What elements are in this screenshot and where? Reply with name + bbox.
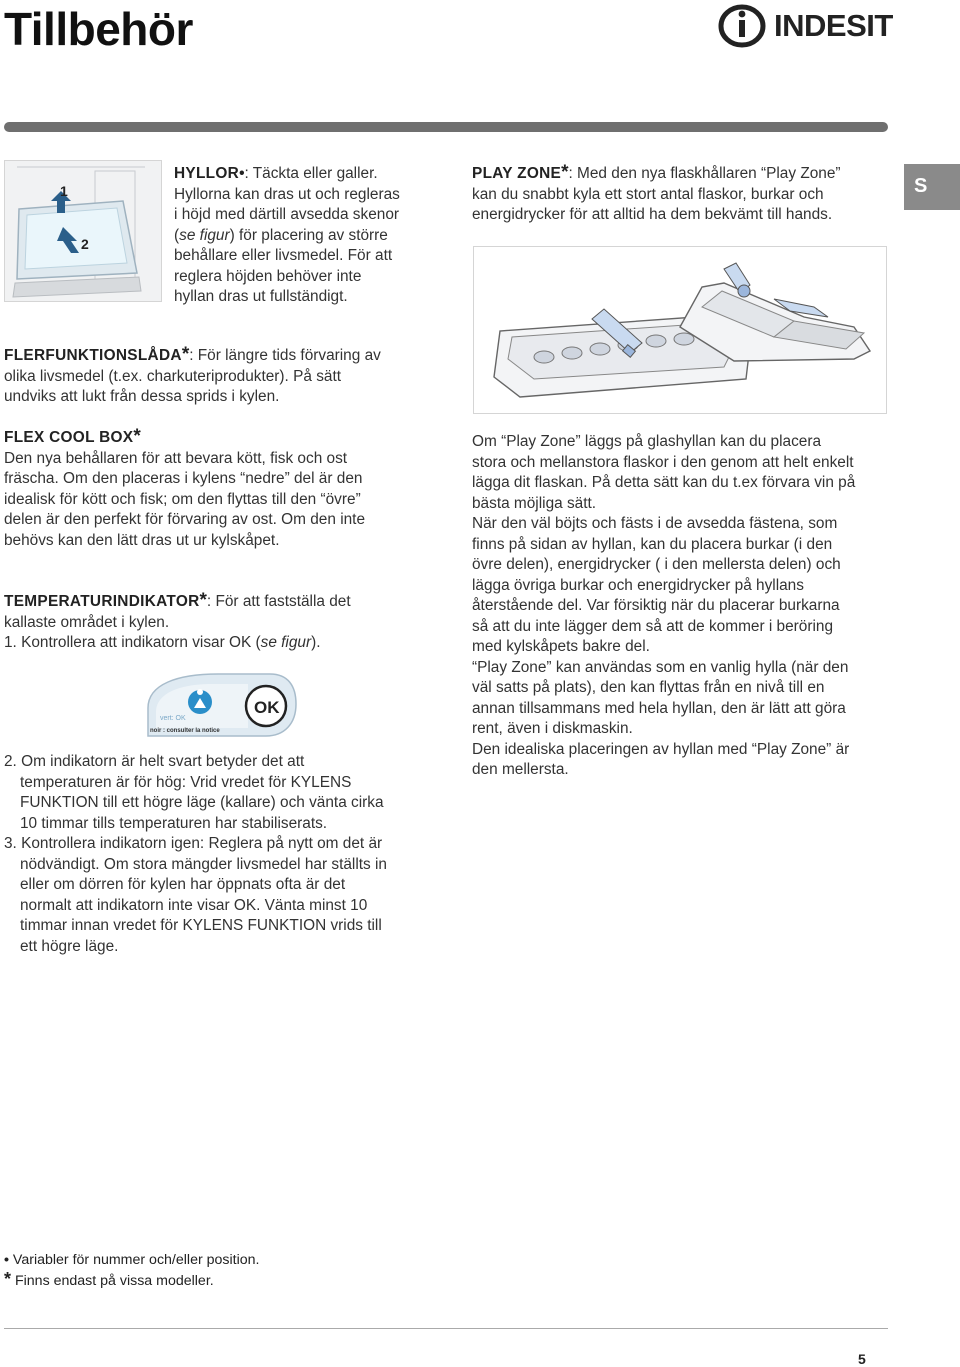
play-zone-detail-line: återstående del. Var försiktig när du placerar burkarna (472, 597, 840, 614)
hyllor-text: reglera höjden behöver inte (174, 267, 362, 285)
play-zone-detail-line: finns på sidan av hyllan, kan du placera burkar (i den (472, 535, 833, 553)
temperature-indicator-illustration (138, 668, 300, 744)
shelf-figure (4, 160, 162, 302)
step3-text: timmar innan vredet för KYLENS FUNKTION vrids till (20, 917, 382, 934)
hyllor-text: ) för placering av större (229, 226, 388, 244)
flerfunktion-text: : För längre tids förvaring av (189, 347, 381, 364)
temperatur-step2 (4, 752, 434, 834)
temperature-indicator-figure (138, 668, 300, 744)
play-zone-detail-line: bästa möjliga sätt. (472, 494, 597, 512)
footnote-bullet-text: Variabler för nummer och/eller position. (12, 1252, 260, 1268)
flex-cool-heading: FLEX COOL BOX (4, 429, 134, 446)
hyllor-heading: HYLLOR (174, 165, 240, 182)
temperatur-star: * (199, 590, 207, 611)
flerfunktion-text: olika livsmedel (t.ex. charkuteriprodukter). På sätt (4, 367, 342, 385)
temperatur-section (4, 592, 434, 654)
play-zone-details (472, 432, 892, 781)
play-zone-text: : Med den nya flaskhållaren “Play Zone” (568, 165, 841, 182)
step2-text: 10 timmar tills temperaturen har stabiliserats. (20, 814, 328, 832)
footnotes (4, 1251, 504, 1291)
play-zone-text: energidrycker för att alltid ha dem bekvämt till hands. (472, 206, 833, 223)
play-zone-heading: PLAY ZONE (472, 165, 562, 182)
step2-text: FUNKTION till ett högre läge (kallare) och vänta cirka (20, 794, 384, 811)
play-zone-detail-line: rent, även i diskmaskin. (472, 720, 633, 737)
play-zone-section (472, 164, 892, 226)
indicator-ok-label: OK (254, 698, 280, 717)
hyllor-section (174, 164, 444, 308)
play-zone-figure (473, 246, 887, 414)
play-zone-detail-line: så att du inte lägger dem så att de kommer i beröring (472, 617, 834, 635)
flerfunktion-text: undviks att lukt från dessa sprids i kylen. (4, 388, 280, 405)
step3-text: nödvändigt. Om stora mängder livsmedel har ställts in (20, 855, 387, 873)
footnote-star-marker: * (4, 1269, 12, 1289)
page-number: 5 (858, 1351, 866, 1367)
temperatur-heading: TEMPERATURINDIKATOR (4, 593, 200, 610)
header-rule (4, 122, 888, 132)
play-zone-detail-line: väl satts på plats), den kan flyttas från en nivå till en (472, 679, 825, 696)
hyllor-text: ( (174, 226, 180, 244)
temperatur-figure-ref: se figur (260, 634, 312, 651)
step3-text: normalt att indikatorn inte visar OK. Vänta minst 10 (20, 896, 368, 914)
flex-cool-text: delen är den perfekt för förvaring av ost. Om den inte (4, 511, 366, 528)
play-zone-detail-line: Om “Play Zone” läggs på glashyllan kan du placera (472, 433, 822, 450)
play-zone-detail-line: När den väl böjts och fästs i de avsedda fästena, som (472, 515, 838, 532)
language-badge: S (904, 164, 960, 210)
temperatur-step3 (4, 834, 434, 957)
flex-cool-text: behövs kan den lätt dras ut ur kylskåpet. (4, 531, 280, 549)
footnote-bullet-marker: • (4, 1252, 9, 1268)
flex-cool-section (4, 428, 434, 551)
hyllor-figure-ref: se figur (179, 226, 230, 244)
hyllor-text: Hyllorna kan dras ut och regleras (174, 185, 400, 203)
play-zone-detail-line: med kylskåpets bakre del. (472, 638, 650, 655)
play-zone-star: * (561, 162, 569, 183)
play-zone-illustration (474, 247, 886, 413)
temperatur-text: : För att fastställa det (206, 593, 351, 610)
step3-text: 3. Kontrollera indikatorn igen: Reglera på nytt om det är (4, 835, 383, 852)
hyllor-text: behållare eller livsmedel. För att (174, 247, 393, 264)
footnote-star-text: Finns endast på vissa modeller. (14, 1273, 214, 1289)
play-zone-detail-line: den mellersta. (472, 761, 569, 778)
temperatur-text: kallaste området i kylen. (4, 613, 170, 631)
hyllor-marker: • (239, 165, 245, 182)
play-zone-detail-line: Den idealiska placeringen av hyllan med “Play Zone” är (472, 740, 850, 758)
flex-cool-text: fräscha. Om den placeras i kylens “nedre” del är den (4, 470, 363, 487)
step2-text: 2. Om indikatorn är helt svart betyder det att (4, 753, 305, 770)
hyllor-text: : Täckta eller galler. (244, 165, 378, 182)
play-zone-detail-line: lägga övriga burkar och energidrycker på hyllans (472, 576, 804, 594)
step3-text: ett högre läge. (20, 937, 119, 955)
play-zone-detail-line: lägga dit flaskan. På detta sätt kan du t.ex förvara vin på (472, 474, 856, 491)
play-zone-text: kan du snabbt kyla ett stort antal flaskor, burkar och (472, 185, 824, 203)
flex-cool-star: * (133, 426, 141, 447)
play-zone-detail-line: övre delen), energidrycker ( i den mellersta delen) och (472, 556, 841, 573)
temperatur-text: ). (311, 634, 321, 651)
step3-text: eller om dörren för kylen har öppnats ofta är det (20, 876, 346, 893)
flerfunktion-heading: FLERFUNKTIONSLÅDA (4, 347, 182, 364)
figure-label-2: 2 (81, 236, 89, 252)
brand-emblem-icon (718, 4, 770, 48)
flex-cool-text: Den nya behållaren för att bevara kött, fisk och ost (4, 449, 348, 467)
temperatur-text: 1. Kontrollera att indikatorn visar OK ( (4, 634, 261, 651)
brand-name: INDESIT (774, 8, 893, 43)
flex-cool-text: idealisk för kött och fisk; om den flyttas till den “övre” (4, 490, 361, 508)
play-zone-detail-line: “Play Zone” kan användas som en vanlig hylla (när den (472, 658, 849, 676)
flerfunktion-star: * (181, 344, 190, 365)
figure-label-1: 1 (60, 183, 68, 199)
play-zone-detail-line: annan tillsammans med hela hyllan, den är lätt att göra (472, 699, 846, 717)
step2-text: temperaturen är för hög: Vrid vredet för KYLENS (20, 773, 352, 791)
shelf-illustration (5, 161, 161, 301)
play-zone-detail-line: stora och mellanstora flaskor i den genom att helt enkelt (472, 453, 854, 471)
hyllor-text: hyllan dras ut fullständigt. (174, 288, 348, 305)
indicator-note: noir : consulter la notice (150, 728, 220, 734)
indesit-logo (718, 4, 893, 48)
hyllor-text: i höjd med därtill avsedda skenor (174, 206, 399, 223)
page-title: Tillbehör (4, 3, 193, 55)
flerfunktion-section (4, 346, 434, 408)
footer-rule (4, 1328, 888, 1329)
indicator-small-ok: vert: OK (160, 715, 186, 722)
